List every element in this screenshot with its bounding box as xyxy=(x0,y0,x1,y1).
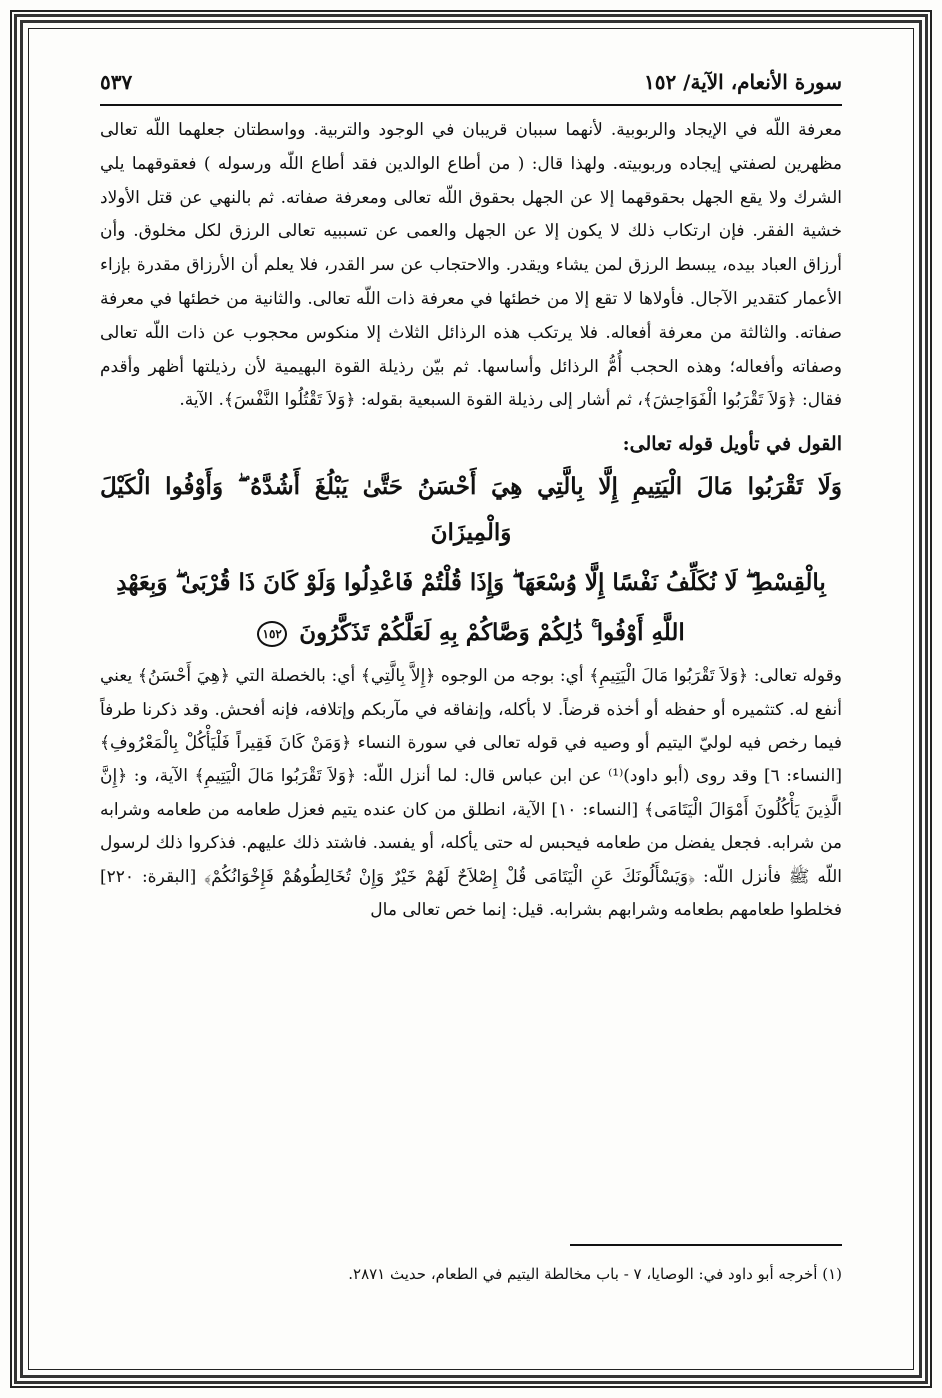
paragraph-commentary-2: وقوله تعالى: ﴿وَلاَ تَقْرَبُوا مَالَ الْيَتِيمِ﴾ أي: بوجه من الوجوه ﴿إِلاَّ بِالَّتِي﴾ أي: بالخصلة التي ﴿هِيَ أَحْسَنُ﴾ يعني أنفع له. كتثميره أو حفظه أو أخذه قرضاً. لا بأكله، وإنفاقه في مآربكم وإتلافه، فإنه أفحش. وقد ذكرنا طرفاً فيما رخص فيه لوليّ اليتيم أو وصيه في قوله تعالى في سورة النساء ﴿وَمَنْ كَانَ فَقِيراً فَلْيَأْكُلْ بِالْمَعْرُوفِ﴾ [النساء: ٦] وقد روى (أبو داود)⁽¹⁾ عن ابن عباس قال: لما أنزل اللّه: ﴿وَلاَ تَقْرَبُوا مَالَ الْيَتِيمِ﴾ الآية، و: ﴿إِنَّ الَّذِينَ يَأْكُلُونَ أَمْوَالَ الْيَتَامَى﴾ [النساء: ١٠] الآية، انطلق من كان عنده يتيم فعزل طعامه من طعامه وشرابه من شرابه. فجعل يفضل من طعامه فيحبس له حتى يأكله، أو يفسد. فاشتد ذلك عليهم. فذكروا ذلك لرسول اللّه ﷺ فأنزل اللّه: ﴿وَيَسْأَلُونَكَ عَنِ الْيَتَامَى قُلْ إِصْلاَحٌ لَهُمْ خَيْرٌ وَإِنْ تُخَالِطُوهُمْ فَإِخْوَانُكُمْ﴾ [البقرة: ٢٢٠] فخلطوا طعامهم بطعامه وشرابهم بشرابه. قيل: إنما خص تعالى مال xyxy=(100,666,842,921)
verse-line-3 xyxy=(100,610,842,656)
running-header xyxy=(100,64,842,100)
page-number: ٥٣٧ xyxy=(100,70,133,94)
verse-line-2: بِالْقِسْطِ ۖ لَا نُكَلِّفُ نَفْسًا إِلَّا وُسْعَهَا ۖ وَإِذَا قُلْتُمْ فَاعْدِلُوا وَلَوْ كَانَ ذَا قُرْبَىٰ ۖ وَبِعَهْدِ xyxy=(116,569,826,597)
main-text xyxy=(100,114,842,927)
paragraph-commentary-1: معرفة اللّه في الإيجاد والربوبية. لأنهما سببان قريبان في الوجود والتربية. وواسطتان جعلهما اللّه تعالى مظهرين لصفتي إيجاده وربوبيته. ولهذا قال: ( من أطاع الوالدين فقد أطاع اللّه ورسوله ) فعقوقهما يلي الشرك ولا يقع الجهل بحقوقهما إلا عن الجهل بحقوق اللّه تعالى ومعرفة صفاته. ثم بالنهي عن قتل الأولاد خشية الفقر. فإن ارتكاب ذلك لا يكون إلا عن الجهل والعمى عن تسببيه تعالى الرزق لكل مخلوق. وأن أرزاق العباد بيده، يبسط الرزق لمن يشاء ويقدر. والاحتجاب عن سر القدر، فلا يعلم أن الأرزاق مقدرة بإزاء الأعمار كتقدير الآجال. فأولاها لا تقع إلا من خطئها في معرفة ذات اللّه تعالى. والثانية من خطئها في معرفة صفاته. والثالثة من معرفة أفعاله. فلا يرتكب هذه الرذائل الثلاث إلا منكوس محجوب عن ذات اللّه تعالى وصفاته وأفعاله؛ وهذه الحجب أُمُّ الرذائل وأساسها. ثم بيّن رذيلة القوة البهيمية لأن رذيلتها أظهر وأقدم فقال: ﴿وَلاَ تَقْرَبُوا الْفَوَاحِشَ﴾، ثم أشار إلى رذيلة القوة السبعية بقوله: ﴿وَلاَ تَقْتُلُوا النَّفْسَ﴾. الآية. xyxy=(100,120,842,411)
footnote-rule xyxy=(570,1244,842,1246)
verse-line-1: وَلَا تَقْرَبُوا مَالَ الْيَتِيمِ إِلَّا بِالَّتِي هِيَ أَحْسَنُ حَتَّىٰ يَبْلُغَ أَشُدَّهُ ۖ وَأَوْفُوا الْكَيْلَ وَالْمِيزَانَ xyxy=(100,473,842,547)
quran-verse-block xyxy=(100,464,842,656)
header-rule xyxy=(100,104,842,106)
section-heading: القول في تأويل قوله تعالى: xyxy=(622,433,842,456)
footnote: (١) أخرجه أبو داود في: الوصايا، ٧ - باب مخالطة اليتيم في الطعام، حديث ٢٨٧١. xyxy=(348,1265,842,1283)
verse-line-3-text: اللَّهِ أَوْفُوا ۚ ذَٰلِكُمْ وَصَّاكُمْ بِهِ لَعَلَّكُمْ تَذَكَّرُونَ xyxy=(299,619,685,647)
running-title: سورة الأنعام، الآية/ ١٥٢ xyxy=(643,70,842,94)
ayah-number-marker: ١٥٢ xyxy=(257,621,287,647)
